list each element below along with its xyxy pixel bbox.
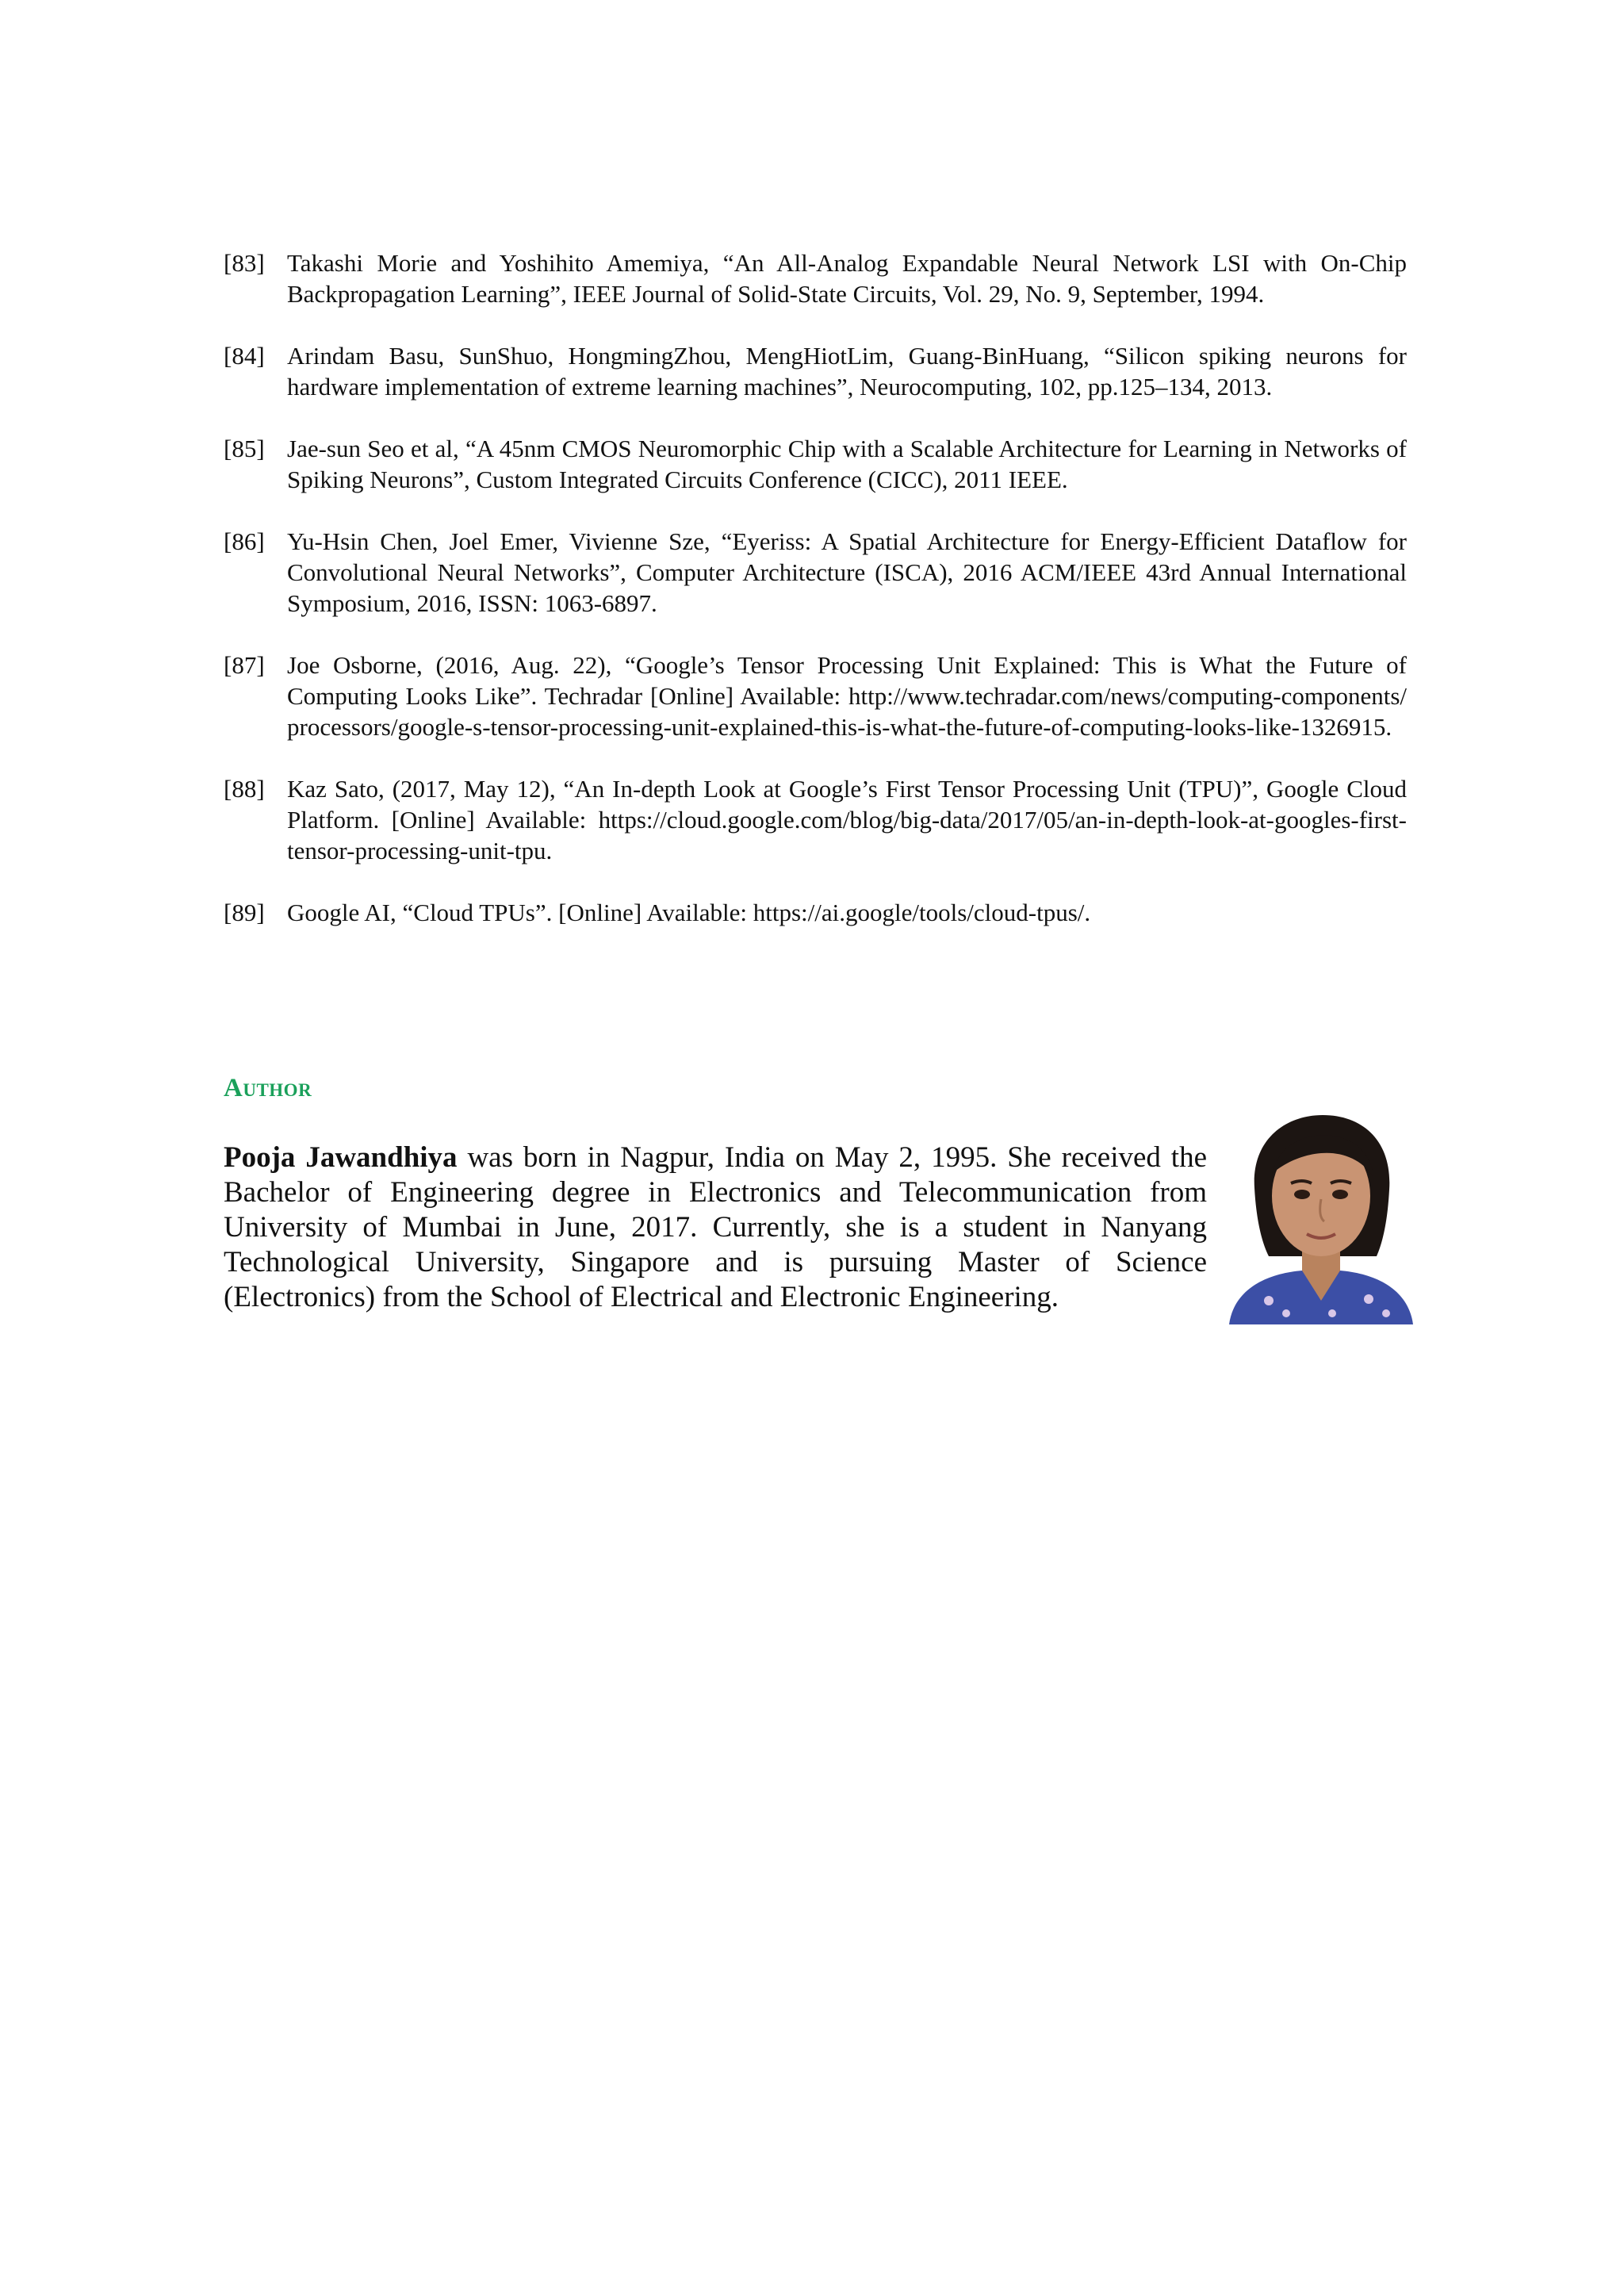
author-name: Pooja Jawandhiya [224, 1141, 458, 1174]
reference-text: Arindam Basu, SunShuo, HongmingZhou, MengHiotLim, Guang-BinHuang, “Silicon spiking neurons for hardware implementation of extreme learning machines”, Neurocomputing, 102, pp.125–134, 2013. [287, 342, 1407, 401]
author-section-heading: Author [224, 1074, 312, 1102]
reference-number: [89] [224, 899, 265, 926]
reference-item [224, 433, 1407, 495]
reference-item [224, 897, 1407, 928]
reference-item [224, 773, 1407, 866]
reference-text: Takashi Morie and Yoshihito Amemiya, “An All-Analog Expandable Neural Network LSI with On-Chip Backpropagation Learning”, IEEE Journal of Solid-State Circuits, Vol. 29, No. 9, September, 1994. [287, 249, 1407, 308]
reference-item [224, 650, 1407, 742]
reference-text: Yu-Hsin Chen, Joel Emer, Vivienne Sze, “Eyeriss: A Spatial Architecture for Energy-Efficient Dataflow for Convolutional Neural Networks”, Computer Architecture (ISCA), 2016 ACM/IEEE 43rd Annual International Symposium, 2016, ISSN: 1063-6897. [287, 527, 1407, 617]
reference-number: [86] [224, 527, 265, 555]
reference-list [224, 247, 1407, 959]
reference-number: [85] [224, 435, 265, 462]
reference-item [224, 247, 1407, 309]
reference-url: http://www.techradar.com/news/computing-components/processors/google-s-tensor-processing-unit-explained-this-is-what-the-future-of-computing-looks-like-1326915. [287, 682, 1407, 741]
reference-number: [88] [224, 775, 265, 803]
reference-number: [87] [224, 651, 265, 679]
reference-text-body: Joe Osborne, (2016, Aug. 22), “Google’s Tensor Processing Unit Explained: This is What the Future of Computing Looks Like”. Techradar [Online] Available: [287, 651, 1407, 710]
author-biography [224, 1140, 1207, 1315]
author-bio-text: was born in Nagpur, India on May 2, 1995. She received the Bachelor of Engineering degree in Electronics and Telecommunication from University of Mumbai in June, 2017. Currently, she is a student in Nanyang Technological University, Singapore and is pursuing Master of Science (Electronics) from the School of Electrical and Electronic Engineering. [224, 1141, 1208, 1313]
reference-text: Jae-sun Seo et al, “A 45nm CMOS Neuromorphic Chip with a Scalable Architecture for Learning in Networks of Spiking Neurons”, Custom Integrated Circuits Conference (CICC), 2011 IEEE. [287, 435, 1407, 493]
reference-text: Google AI, “Cloud TPUs”. [Online] Available: https://ai.google/tools/cloud-tpus/. [287, 899, 1091, 926]
reference-item [224, 340, 1407, 402]
reference-text [287, 650, 1407, 742]
reference-number: [84] [224, 342, 265, 370]
reference-text: Kaz Sato, (2017, May 12), “An In-depth Look at Google’s First Tensor Processing Unit (TPU)”, Google Cloud Platform. [Online] Available: https://cloud.google.com/blog/big-data/2017/05/an-in-depth-look-at-googles-first-tensor-processing-unit-tpu. [287, 775, 1407, 864]
reference-item [224, 526, 1407, 619]
author-portrait-icon [1213, 1101, 1426, 1324]
reference-number: [83] [224, 249, 265, 277]
